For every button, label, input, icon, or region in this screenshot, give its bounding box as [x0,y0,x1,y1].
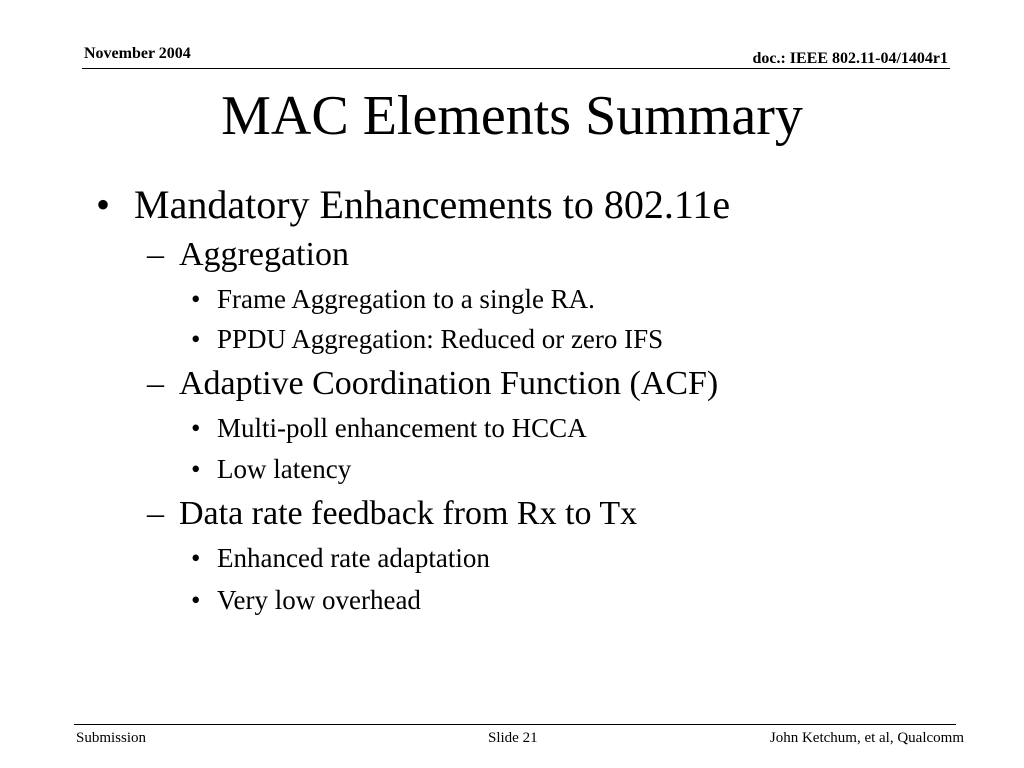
footer-authors: John Ketchum, et al, Qualcomm [769,730,964,746]
bullet-level3 [191,453,351,485]
footer-divider [74,724,956,725]
bullet-marker: • [191,284,201,314]
bullet-level3 [191,584,421,616]
header-date: November 2004 [84,45,191,62]
dash-marker: – [147,236,164,273]
bullet-marker: • [191,543,201,573]
bullet-text: Aggregation [179,236,349,273]
dash-marker: – [147,495,164,532]
bullet-text: Frame Aggregation to a single RA. [217,284,595,314]
bullet-level2 [147,364,718,404]
footer-submission: Submission [76,730,147,746]
header-doc-id: doc.: IEEE 802.11-04/1404r1 [752,50,948,67]
bullet-level1 [96,182,730,228]
bullet-level2 [147,494,637,534]
bullet-level3 [191,542,490,574]
bullet-text: Low latency [217,454,352,484]
footer-slide-number: Slide 21 [488,730,538,746]
bullet-text: Data rate feedback from Rx to Tx [179,495,638,532]
bullet-text: Adaptive Coordination Function (ACF) [179,365,719,402]
bullet-marker: • [191,585,201,615]
bullet-marker: • [191,413,201,443]
bullet-level3 [191,283,595,315]
bullet-text: Very low overhead [217,585,421,615]
bullet-level3 [191,323,663,355]
dash-marker: – [147,365,164,402]
bullet-marker: • [191,324,201,354]
bullet-marker: • [96,182,111,227]
bullet-marker: • [191,454,201,484]
bullet-level3 [191,412,587,444]
bullet-text: Multi-poll enhancement to HCCA [217,413,587,443]
bullet-text: Mandatory Enhancements to 802.11e [134,182,731,227]
bullet-text: PPDU Aggregation: Reduced or zero IFS [217,324,664,354]
bullet-text: Enhanced rate adaptation [217,543,490,573]
slide-title: MAC Elements Summary [221,85,803,147]
bullet-level2 [147,235,349,275]
